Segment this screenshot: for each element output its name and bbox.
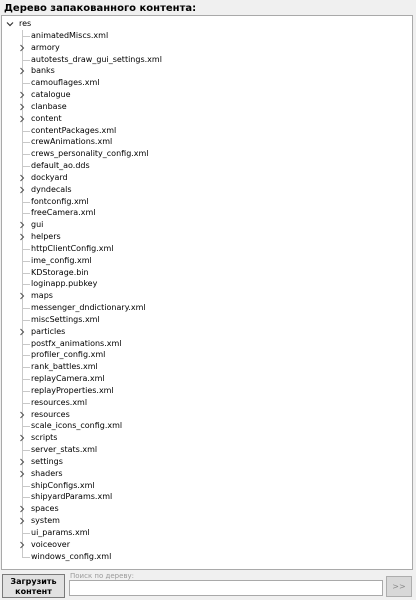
tree-file[interactable] [16, 302, 396, 314]
tree-item-label: replayProperties.xml [31, 385, 114, 395]
tree-item-label: voiceover [31, 539, 71, 549]
chevron-right-icon[interactable] [18, 434, 26, 442]
tree-item-label: clanbase [31, 101, 67, 111]
tree-file[interactable] [16, 385, 396, 397]
tree-folder[interactable] [16, 42, 396, 54]
tree-item-label: helpers [31, 232, 61, 242]
tree-folder[interactable] [16, 468, 396, 480]
chevron-down-icon[interactable] [6, 20, 14, 28]
tree-branch-line [22, 355, 30, 356]
tree-item-label: ime_config.xml [31, 255, 92, 265]
tree-item-label: contentPackages.xml [31, 125, 117, 135]
tree-file[interactable] [16, 373, 396, 385]
tree-title: Дерево запакованного контента: [4, 3, 197, 14]
chevron-right-icon[interactable] [18, 458, 26, 466]
tree-file[interactable] [16, 338, 396, 350]
tree-file[interactable] [16, 278, 396, 290]
chevron-right-icon[interactable] [18, 221, 26, 229]
tree-file[interactable] [16, 551, 396, 563]
tree-item-label: particles [31, 326, 66, 336]
tree-folder[interactable] [16, 515, 396, 527]
tree-branch-line [22, 83, 30, 84]
chevron-right-icon[interactable] [18, 328, 26, 336]
tree-item-label: replayCamera.xml [31, 374, 105, 384]
chevron-right-icon[interactable] [18, 67, 26, 75]
tree-file[interactable] [16, 243, 396, 255]
tree-branch-line [22, 344, 30, 345]
tree-item-label: miscSettings.xml [31, 314, 100, 324]
chevron-right-icon[interactable] [18, 470, 26, 478]
tree-item-label: maps [31, 291, 53, 301]
tree-branch-line [22, 284, 30, 285]
tree-branch-line [22, 36, 30, 37]
tree-folder[interactable] [16, 326, 396, 338]
chevron-right-icon[interactable] [18, 292, 26, 300]
tree-file[interactable] [16, 527, 396, 539]
tree-file[interactable] [16, 491, 396, 503]
tree-item-label: loginapp.pubkey [31, 279, 98, 289]
chevron-right-icon[interactable] [18, 103, 26, 111]
tree-item-label: httpClientConfig.xml [31, 243, 114, 253]
tree-item-label: crewAnimations.xml [31, 137, 113, 147]
tree-item-label: postfx_animations.xml [31, 338, 122, 348]
tree-file[interactable] [16, 54, 396, 66]
tree-branch-line [22, 367, 30, 368]
search-go-button[interactable]: >> [386, 576, 412, 597]
tree-item-label: animatedMiscs.xml [31, 31, 109, 40]
tree-branch-line [22, 154, 30, 155]
tree-item-label: shipConfigs.xml [31, 480, 95, 490]
tree-folder[interactable] [16, 409, 396, 421]
chevron-right-icon[interactable] [18, 505, 26, 513]
tree-item-label: KDStorage.bin [31, 267, 89, 277]
tree-branch-line [22, 60, 30, 61]
tree-file[interactable] [16, 148, 396, 160]
tree-folder[interactable] [16, 101, 396, 113]
content-tree[interactable] [1, 15, 413, 570]
search-input[interactable] [69, 580, 383, 596]
tree-item-label: fontconfig.xml [31, 196, 89, 206]
tree-folder[interactable] [16, 219, 396, 231]
tree-file[interactable] [16, 136, 396, 148]
tree-item-label: scale_icons_config.xml [31, 421, 123, 431]
chevron-right-icon[interactable] [18, 541, 26, 549]
tree-folder[interactable] [16, 290, 396, 302]
tree-branch-line [22, 497, 30, 498]
tree-file[interactable] [16, 397, 396, 409]
tree-file[interactable] [16, 420, 396, 432]
tree-file[interactable] [16, 361, 396, 373]
tree-item-label: camouflages.xml [31, 78, 100, 88]
tree-file[interactable] [16, 196, 396, 208]
tree-item-label: system [31, 516, 60, 526]
tree-file[interactable] [16, 349, 396, 361]
tree-file[interactable] [16, 160, 396, 172]
tree-branch-line [22, 379, 30, 380]
tree-item-label: dyndecals [31, 184, 72, 194]
tree-folder[interactable] [16, 89, 396, 101]
tree-branch-line [22, 391, 30, 392]
chevron-right-icon[interactable] [18, 44, 26, 52]
tree-branch-line [22, 320, 30, 321]
tree-folder[interactable] [16, 503, 396, 515]
chevron-right-icon[interactable] [18, 174, 26, 182]
chevron-right-icon[interactable] [18, 411, 26, 419]
tree-folder[interactable] [16, 184, 396, 196]
tree-branch-line [22, 450, 30, 451]
tree-branch-line [22, 142, 30, 143]
tree-branch-line [22, 426, 30, 427]
chevron-right-icon[interactable] [18, 517, 26, 525]
tree-folder[interactable] [16, 231, 396, 243]
tree-item-label: catalogue [31, 90, 71, 100]
chevron-right-icon[interactable] [18, 91, 26, 99]
tree-item-label: profiler_config.xml [31, 350, 106, 360]
tree-item-label: settings [31, 456, 63, 466]
tree-item-label: shipyardParams.xml [31, 492, 113, 502]
tree-branch-line [22, 403, 30, 404]
tree-item-label: gui [31, 220, 44, 230]
chevron-right-icon[interactable] [18, 233, 26, 241]
search-label: Поиск по дереву: [70, 572, 135, 580]
tree-folder[interactable] [16, 172, 396, 184]
tree-folder[interactable] [16, 539, 396, 551]
tree-item-label: content [31, 113, 62, 123]
chevron-right-icon[interactable] [18, 115, 26, 123]
tree-item-label: shaders [31, 468, 63, 478]
tree-branch-line [22, 308, 30, 309]
tree-item-label: resources [31, 409, 70, 419]
tree-item-label: freeCamera.xml [31, 208, 96, 218]
tree-file[interactable] [16, 267, 396, 279]
tree-item-label: dockyard [31, 172, 68, 182]
tree-file[interactable] [16, 255, 396, 267]
tree-file[interactable] [16, 125, 396, 137]
tree-folder[interactable] [16, 456, 396, 468]
tree-item-label: rank_battles.xml [31, 362, 98, 372]
tree-item-label: spaces [31, 504, 59, 514]
tree-file[interactable] [16, 444, 396, 456]
tree-folder[interactable] [16, 113, 396, 125]
tree-folder[interactable] [16, 432, 396, 444]
tree-item-label: default_ao.dds [31, 161, 90, 171]
tree-file[interactable] [16, 77, 396, 89]
tree-item-label: armory [31, 42, 60, 52]
tree-item-label: resources.xml [31, 397, 88, 407]
tree-item-label: messenger_dndictionary.xml [31, 303, 146, 313]
tree-branch-line [22, 249, 30, 250]
tree-branch-line [22, 213, 30, 214]
tree-branch-line [22, 166, 30, 167]
tree-folder[interactable] [16, 65, 396, 77]
tree-branch-line [22, 131, 30, 132]
tree-file[interactable] [16, 30, 396, 42]
tree-branch-line [22, 273, 30, 274]
chevron-right-icon[interactable] [18, 186, 26, 194]
tree-file[interactable] [16, 314, 396, 326]
load-content-button[interactable]: Загрузить контент [2, 574, 65, 598]
tree-item-label: autotests_draw_gui_settings.xml [31, 54, 162, 64]
tree-branch-line [22, 486, 30, 487]
tree-item-label: crews_personality_config.xml [31, 149, 149, 159]
tree-item-label: ui_params.xml [31, 527, 90, 537]
tree-file[interactable] [16, 480, 396, 492]
tree-item-label: server_stats.xml [31, 445, 98, 455]
tree-item-label: banks [31, 66, 55, 76]
tree-item-label: windows_config.xml [31, 551, 112, 561]
tree-root-label: res [19, 19, 32, 28]
tree-item-label: scripts [31, 433, 58, 443]
tree-file[interactable] [16, 207, 396, 219]
tree-branch-line [22, 261, 30, 262]
tree-branch-line [22, 557, 30, 558]
tree-branch-line [22, 533, 30, 534]
tree-branch-line [22, 202, 30, 203]
